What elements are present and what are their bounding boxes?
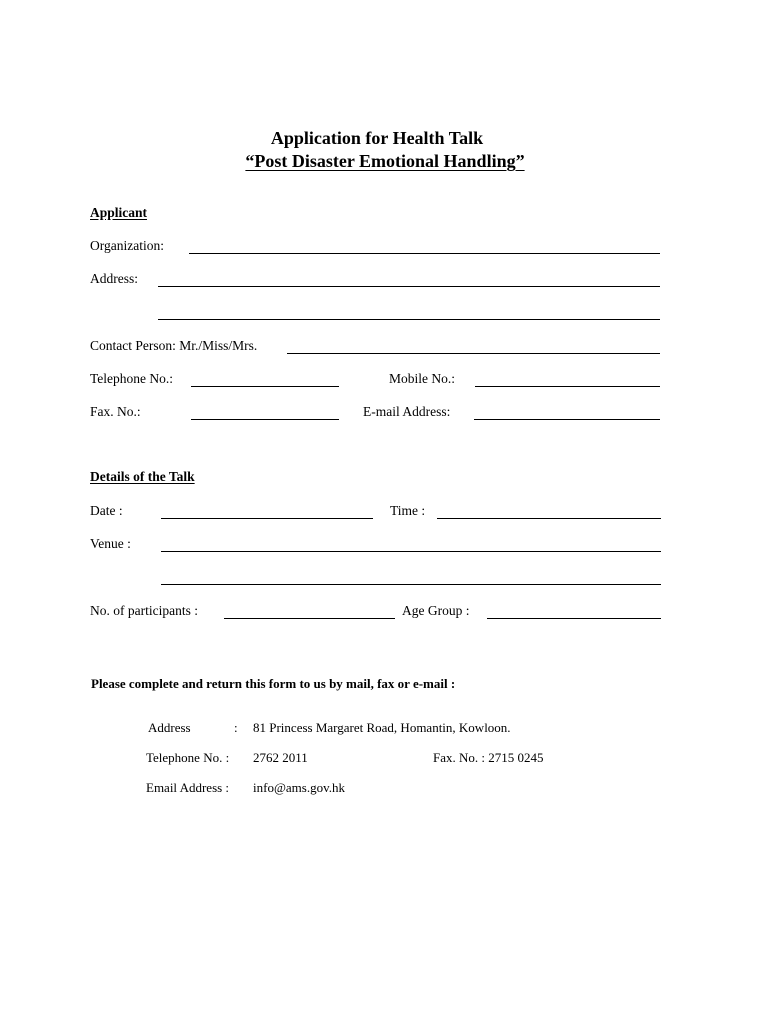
participants-label: No. of participants :	[90, 603, 198, 618]
telephone-field[interactable]	[191, 386, 339, 387]
organization-field[interactable]	[189, 253, 660, 254]
org-email-label: Email Address :	[146, 780, 230, 795]
venue-field-line-1[interactable]	[161, 551, 661, 552]
date-field[interactable]	[161, 518, 373, 519]
email-label: E-mail Address:	[363, 404, 451, 419]
org-fax: Fax. No. : 2715 0245	[433, 750, 544, 765]
venue-label: Venue :	[90, 536, 131, 551]
form-subtitle: “Post Disaster Emotional Handling”	[245, 151, 525, 171]
time-label: Time :	[390, 503, 426, 518]
org-email-value[interactable]: info@ams.gov.hk	[253, 780, 346, 795]
org-telephone-value: 2762 2011	[253, 750, 308, 765]
date-label: Date :	[90, 503, 123, 518]
time-field[interactable]	[437, 518, 661, 519]
address-field-line-2[interactable]	[158, 319, 660, 320]
mobile-label: Mobile No.:	[389, 371, 455, 386]
venue-field-line-2[interactable]	[161, 584, 661, 585]
org-telephone-label: Telephone No. :	[146, 750, 230, 765]
talk-details-heading: Details of the Talk	[90, 469, 195, 484]
address-field-line-1[interactable]	[158, 286, 660, 287]
org-address-value: 81 Princess Margaret Road, Homantin, Kowloon.	[253, 720, 511, 735]
return-instructions: Please complete and return this form to us by mail, fax or e-mail :	[91, 676, 456, 691]
applicant-heading: Applicant	[90, 205, 148, 220]
telephone-label: Telephone No.:	[90, 371, 174, 386]
contact-person-field[interactable]	[287, 353, 660, 354]
address-label: Address:	[90, 271, 138, 286]
organization-label: Organization:	[90, 238, 164, 253]
fax-label: Fax. No.:	[90, 404, 141, 419]
age-group-label: Age Group :	[402, 603, 470, 618]
fax-field[interactable]	[191, 419, 339, 420]
mobile-field[interactable]	[475, 386, 660, 387]
email-field[interactable]	[474, 419, 660, 420]
org-address-colon: :	[234, 720, 238, 735]
age-group-field[interactable]	[487, 618, 661, 619]
contact-person-label: Contact Person: Mr./Miss/Mrs.	[90, 338, 258, 353]
org-address-label: Address	[148, 720, 191, 735]
participants-field[interactable]	[224, 618, 395, 619]
form-title: Application for Health Talk	[270, 128, 484, 148]
